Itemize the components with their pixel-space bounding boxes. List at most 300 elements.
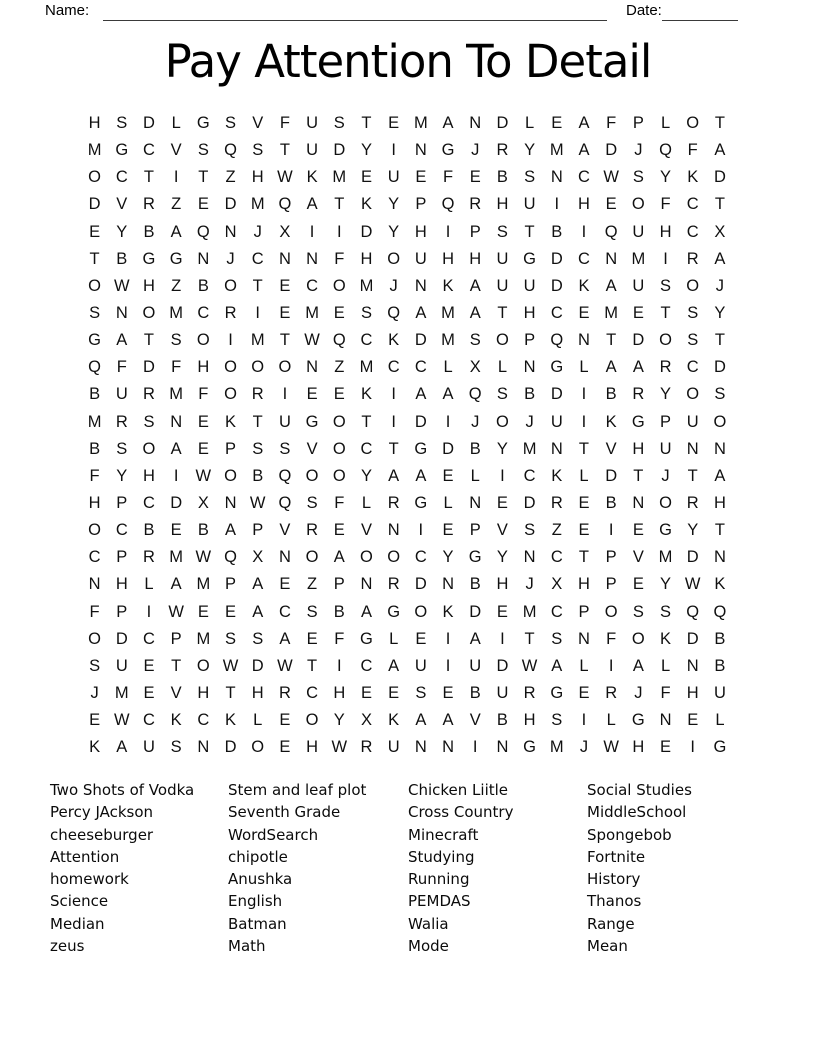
grid-cell: B	[116, 249, 128, 268]
grid-cell: H	[578, 195, 590, 214]
grid-cell: N	[197, 249, 210, 268]
grid-cell: O	[251, 738, 265, 757]
grid-cell: Q	[713, 602, 727, 621]
grid-cell: B	[524, 385, 536, 404]
grid-cell: E	[197, 195, 209, 214]
grid-cell: D	[143, 114, 155, 133]
grid-cell: E	[333, 304, 345, 323]
grid-cell: K	[225, 412, 237, 431]
grid-cell: I	[445, 222, 451, 241]
grid-cell: B	[551, 222, 563, 241]
grid-cell: P	[524, 331, 536, 350]
grid-cell: T	[714, 521, 725, 540]
grid-cell: C	[143, 711, 155, 730]
grid-cell: K	[89, 738, 101, 757]
grid-cell: D	[523, 494, 536, 513]
grid-cell: O	[332, 412, 346, 431]
grid-cell: H	[578, 575, 590, 594]
grid-cell: J	[253, 222, 262, 241]
grid-cell: V	[496, 521, 508, 540]
grid-cell: L	[579, 656, 589, 675]
grid-cell: R	[686, 494, 699, 513]
grid-cell: O	[88, 521, 102, 540]
grid-cell: H	[632, 439, 645, 458]
grid-cell: S	[524, 521, 536, 540]
grid-cell: G	[414, 439, 428, 458]
grid-cell: U	[659, 439, 672, 458]
grid-cell: Y	[116, 222, 128, 241]
grid-cell: N	[414, 276, 427, 295]
grid-cell: I	[445, 656, 451, 675]
grid-cell: S	[252, 141, 264, 160]
grid-cell: K	[170, 711, 182, 730]
grid-cell: I	[282, 385, 288, 404]
grid-cell: G	[550, 358, 564, 377]
grid-cell: A	[442, 385, 454, 404]
grid-cell: R	[496, 141, 509, 160]
grid-cell: S	[714, 385, 726, 404]
grid-cell: C	[115, 521, 128, 540]
grid-cell: F	[606, 629, 617, 648]
grid-cell: P	[578, 602, 590, 621]
grid-cell: Y	[714, 304, 726, 323]
grid-cell: U	[115, 385, 128, 404]
grid-cell: S	[89, 304, 101, 323]
word-list-item: Percy JAckson	[50, 803, 154, 822]
grid-cell: S	[524, 168, 536, 187]
grid-cell: U	[496, 276, 509, 295]
grid-cell: M	[305, 304, 319, 323]
grid-cell: T	[307, 656, 318, 675]
word-list-item: zeus	[50, 937, 85, 956]
grid-cell: W	[603, 168, 619, 187]
grid-cell: E	[279, 738, 291, 757]
grid-cell: C	[686, 195, 699, 214]
grid-cell: G	[142, 249, 156, 268]
grid-cell: H	[414, 222, 427, 241]
grid-cell: E	[632, 575, 644, 594]
grid-cell: J	[389, 276, 398, 295]
grid-cell: G	[468, 548, 482, 567]
grid-cell: A	[279, 629, 291, 648]
grid-cell: K	[714, 575, 726, 594]
grid-cell: L	[144, 575, 154, 594]
grid-cell: B	[143, 222, 155, 241]
grid-cell: E	[388, 114, 400, 133]
grid-cell: B	[89, 385, 101, 404]
grid-cell: J	[715, 276, 725, 295]
grid-cell: R	[659, 358, 672, 377]
grid-cell: A	[415, 304, 427, 323]
grid-cell: F	[606, 114, 617, 133]
grid-cell: M	[250, 195, 265, 214]
grid-cell: X	[714, 222, 726, 241]
grid-cell: N	[523, 548, 536, 567]
grid-cell: A	[469, 304, 481, 323]
grid-cell: C	[251, 249, 264, 268]
grid-cell: M	[441, 331, 455, 350]
grid-cell: G	[88, 331, 102, 350]
grid-cell: P	[225, 439, 237, 458]
word-list-item: Studying	[408, 847, 475, 866]
grid-cell: P	[252, 521, 264, 540]
grid-cell: M	[196, 629, 211, 648]
grid-cell: L	[470, 466, 480, 485]
word-list-item: Minecraft	[408, 825, 479, 844]
word-list-item: Thanos	[587, 892, 642, 911]
grid-cell: A	[360, 602, 372, 621]
grid-cell: K	[388, 711, 400, 730]
grid-cell: C	[143, 141, 155, 160]
grid-cell: D	[496, 656, 509, 675]
grid-cell: D	[170, 494, 183, 513]
grid-cell: Y	[660, 385, 672, 404]
grid-cell: N	[224, 222, 237, 241]
grid-cell: X	[360, 711, 372, 730]
grid-cell: D	[605, 141, 618, 160]
grid-cell: J	[579, 738, 589, 757]
grid-cell: M	[169, 304, 184, 323]
grid-cell: C	[360, 439, 373, 458]
grid-cell: Q	[196, 222, 210, 241]
grid-cell: M	[332, 168, 347, 187]
grid-cell: U	[115, 656, 128, 675]
grid-cell: E	[469, 168, 481, 187]
grid-cell: M	[169, 548, 184, 567]
grid-cell: M	[522, 439, 537, 458]
grid-cell: Y	[116, 466, 128, 485]
grid-cell: I	[309, 222, 315, 241]
grid-cell: T	[225, 684, 236, 703]
grid-cell: I	[581, 711, 587, 730]
grid-cell: Q	[686, 602, 700, 621]
grid-cell: A	[116, 738, 128, 757]
word-list-column-1	[50, 779, 194, 957]
grid-cell: A	[333, 548, 345, 567]
grid-cell: K	[442, 602, 454, 621]
grid-cell: L	[361, 494, 372, 513]
grid-cell: E	[442, 466, 454, 485]
grid-cell: C	[578, 249, 590, 268]
word-list-item: homework	[50, 870, 129, 889]
grid-cell: R	[550, 494, 563, 513]
date-label: Date:	[626, 2, 662, 19]
grid-cell: H	[360, 249, 373, 268]
grid-cell: W	[331, 738, 348, 757]
grid-cell: F	[198, 385, 209, 404]
grid-cell: I	[173, 466, 179, 485]
grid-cell: Y	[687, 521, 699, 540]
grid-cell: O	[88, 276, 102, 295]
grid-cell: K	[388, 331, 400, 350]
grid-cell: P	[116, 494, 128, 513]
grid-cell: S	[89, 656, 101, 675]
grid-cell: N	[713, 439, 726, 458]
grid-cell: S	[116, 439, 128, 458]
grid-cell: K	[442, 276, 454, 295]
grid-cell: C	[197, 304, 210, 323]
grid-cell: M	[359, 358, 374, 377]
grid-cell: E	[143, 656, 155, 675]
grid-cell: O	[88, 168, 102, 187]
grid-cell: A	[714, 466, 726, 485]
grid-cell: D	[469, 602, 482, 621]
grid-cell: A	[442, 114, 454, 133]
grid-cell: H	[469, 249, 482, 268]
grid-cell: G	[550, 684, 564, 703]
grid-cell: X	[551, 575, 563, 594]
grid-cell: A	[578, 114, 590, 133]
grid-cell: G	[414, 494, 428, 513]
grid-cell: E	[279, 304, 291, 323]
grid-cell: S	[660, 276, 672, 295]
grid-cell: T	[143, 168, 155, 187]
grid-cell: F	[660, 684, 671, 703]
grid-cell: F	[116, 358, 127, 377]
grid-cell: I	[228, 331, 233, 350]
grid-cell: Q	[224, 141, 237, 160]
grid-cell: G	[196, 114, 210, 133]
grid-cell: B	[496, 711, 508, 730]
grid-cell: W	[277, 168, 293, 187]
grid-cell: O	[224, 385, 237, 404]
grid-cell: S	[279, 439, 291, 458]
grid-cell: E	[660, 738, 672, 757]
grid-cell: S	[660, 602, 672, 621]
word-list-item: Spongebob	[587, 825, 672, 844]
grid-cell: R	[686, 249, 699, 268]
grid-cell: Q	[468, 385, 482, 404]
grid-cell: I	[146, 602, 152, 621]
grid-cell: P	[333, 575, 345, 594]
grid-cell: O	[142, 304, 156, 323]
grid-cell: Z	[307, 575, 318, 594]
grid-cell: W	[684, 575, 701, 594]
grid-cell: D	[224, 738, 237, 757]
word-list-item: Two Shots of Vodka	[50, 781, 195, 799]
grid-cell: W	[113, 711, 130, 730]
grid-cell: S	[306, 494, 318, 513]
grid-cell: Q	[278, 466, 292, 485]
grid-cell: N	[605, 249, 618, 268]
grid-cell: O	[686, 276, 700, 295]
grid-cell: A	[632, 656, 644, 675]
grid-cell: N	[469, 494, 482, 513]
grid-cell: T	[714, 114, 725, 133]
grid-cell: C	[523, 466, 536, 485]
grid-cell: L	[525, 114, 535, 133]
grid-cell: S	[632, 602, 644, 621]
grid-cell: T	[198, 168, 209, 187]
grid-cell: H	[306, 738, 319, 757]
grid-cell: E	[415, 629, 427, 648]
grid-cell: T	[660, 304, 671, 323]
grid-cell: A	[469, 629, 481, 648]
grid-cell: I	[391, 141, 396, 160]
grid-cell: A	[388, 656, 400, 675]
grid-cell: Z	[551, 521, 562, 540]
grid-cell: O	[659, 331, 672, 350]
grid-cell: C	[88, 548, 101, 567]
grid-cell: O	[495, 331, 509, 350]
grid-cell: Q	[441, 195, 455, 214]
grid-cell: A	[578, 141, 590, 160]
grid-cell: H	[115, 575, 128, 594]
grid-cell: D	[442, 439, 454, 458]
grid-cell: W	[304, 331, 320, 350]
grid-cell: E	[333, 385, 345, 404]
grid-cell: N	[442, 738, 454, 757]
grid-cell: O	[332, 439, 346, 458]
grid-cell: N	[88, 575, 101, 594]
grid-cell: C	[550, 304, 563, 323]
grid-cell: L	[606, 711, 616, 730]
grid-cell: Y	[333, 711, 345, 730]
date-blank-line	[662, 20, 738, 21]
grid-cell: B	[333, 602, 345, 621]
grid-cell: B	[89, 439, 101, 458]
grid-cell: P	[660, 412, 672, 431]
grid-cell: H	[442, 249, 454, 268]
grid-cell: O	[604, 602, 618, 621]
grid-cell: R	[387, 494, 400, 513]
grid-cell: Z	[334, 358, 345, 377]
grid-cell: C	[414, 548, 427, 567]
grid-cell: W	[195, 466, 212, 485]
word-list-item: cheeseburger	[50, 825, 154, 844]
grid-cell: P	[605, 548, 617, 567]
grid-cell: T	[252, 276, 263, 295]
grid-cell: I	[608, 521, 614, 540]
grid-cell: R	[306, 521, 319, 540]
grid-cell: T	[524, 629, 535, 648]
grid-cell: N	[278, 548, 291, 567]
grid-cell: R	[387, 575, 400, 594]
grid-cell: C	[360, 656, 373, 675]
grid-cell: J	[471, 141, 480, 160]
grid-cell: O	[631, 195, 645, 214]
grid-cell: T	[143, 331, 155, 350]
grid-cell: V	[170, 684, 182, 703]
grid-cell: C	[414, 358, 427, 377]
grid-cell: T	[606, 331, 617, 350]
grid-cell: F	[334, 249, 345, 268]
grid-cell: S	[551, 629, 563, 648]
grid-cell: S	[197, 141, 209, 160]
grid-cell: O	[88, 629, 102, 648]
grid-cell: A	[415, 466, 427, 485]
grid-cell: O	[305, 548, 319, 567]
grid-cell: T	[279, 141, 290, 160]
grid-cell: D	[686, 629, 699, 648]
grid-cell: A	[225, 521, 237, 540]
grid-cell: D	[550, 385, 563, 404]
word-list-item: Chicken Liitle	[408, 781, 509, 799]
grid-cell: V	[605, 439, 617, 458]
grid-cell: A	[605, 358, 617, 377]
grid-cell: K	[360, 385, 372, 404]
grid-cell: E	[197, 412, 209, 431]
grid-cell: M	[359, 276, 374, 295]
grid-cell: P	[605, 575, 617, 594]
grid-cell: L	[253, 711, 263, 730]
grid-cell: L	[389, 629, 399, 648]
grid-cell: E	[605, 195, 617, 214]
grid-cell: K	[551, 466, 563, 485]
grid-cell: V	[632, 548, 644, 567]
grid-cell: M	[250, 331, 265, 350]
grid-cell: V	[279, 521, 291, 540]
grid-cell: P	[116, 548, 128, 567]
grid-cell: Q	[332, 331, 346, 350]
grid-cell: H	[333, 684, 346, 703]
grid-cell: I	[581, 222, 587, 241]
grid-cell: E	[279, 711, 291, 730]
grid-cell: B	[469, 684, 481, 703]
grid-cell: F	[334, 494, 345, 513]
grid-cell: T	[252, 412, 263, 431]
grid-cell: A	[170, 439, 182, 458]
grid-cell: C	[143, 494, 155, 513]
grid-cell: J	[90, 684, 99, 703]
grid-cell: O	[224, 358, 237, 377]
grid-cell: N	[550, 168, 563, 187]
word-list-item: Math	[228, 937, 266, 956]
grid-cell: H	[659, 222, 672, 241]
grid-cell: A	[551, 656, 563, 675]
grid-cell: K	[306, 168, 318, 187]
word-list-item: History	[587, 870, 641, 889]
grid-cell: R	[360, 738, 373, 757]
grid-cell: S	[469, 331, 481, 350]
grid-cell: I	[173, 168, 179, 187]
grid-cell: R	[278, 684, 291, 703]
grid-cell: E	[442, 684, 454, 703]
grid-cell: L	[660, 656, 671, 675]
word-list-item: Mode	[408, 937, 449, 956]
grid-cell: P	[116, 602, 128, 621]
grid-cell: S	[252, 439, 264, 458]
grid-cell: H	[251, 168, 264, 187]
grid-cell: R	[143, 195, 155, 214]
grid-cell: V	[306, 439, 318, 458]
grid-cell: N	[550, 439, 563, 458]
grid-cell: T	[714, 195, 725, 214]
grid-cell: O	[196, 656, 210, 675]
word-list-column-4	[587, 779, 692, 957]
grid-cell: K	[687, 168, 699, 187]
grid-cell: A	[388, 466, 400, 485]
grid-cell: N	[387, 521, 400, 540]
grid-cell: P	[225, 575, 237, 594]
grid-cell: O	[387, 249, 401, 268]
grid-cell: A	[170, 222, 182, 241]
grid-cell: S	[225, 114, 237, 133]
grid-cell: T	[388, 439, 399, 458]
grid-cell: Y	[388, 222, 400, 241]
grid-cell: V	[116, 195, 128, 214]
grid-cell: S	[116, 114, 128, 133]
grid-cell: Q	[387, 304, 401, 323]
word-list-item: Attention	[50, 847, 120, 866]
grid-cell: Y	[496, 439, 508, 458]
name-label: Name:	[45, 2, 90, 19]
grid-cell: I	[500, 466, 505, 485]
grid-cell: C	[143, 629, 155, 648]
grid-cell: M	[169, 385, 184, 404]
grid-cell: H	[197, 358, 210, 377]
grid-cell: H	[143, 276, 155, 295]
